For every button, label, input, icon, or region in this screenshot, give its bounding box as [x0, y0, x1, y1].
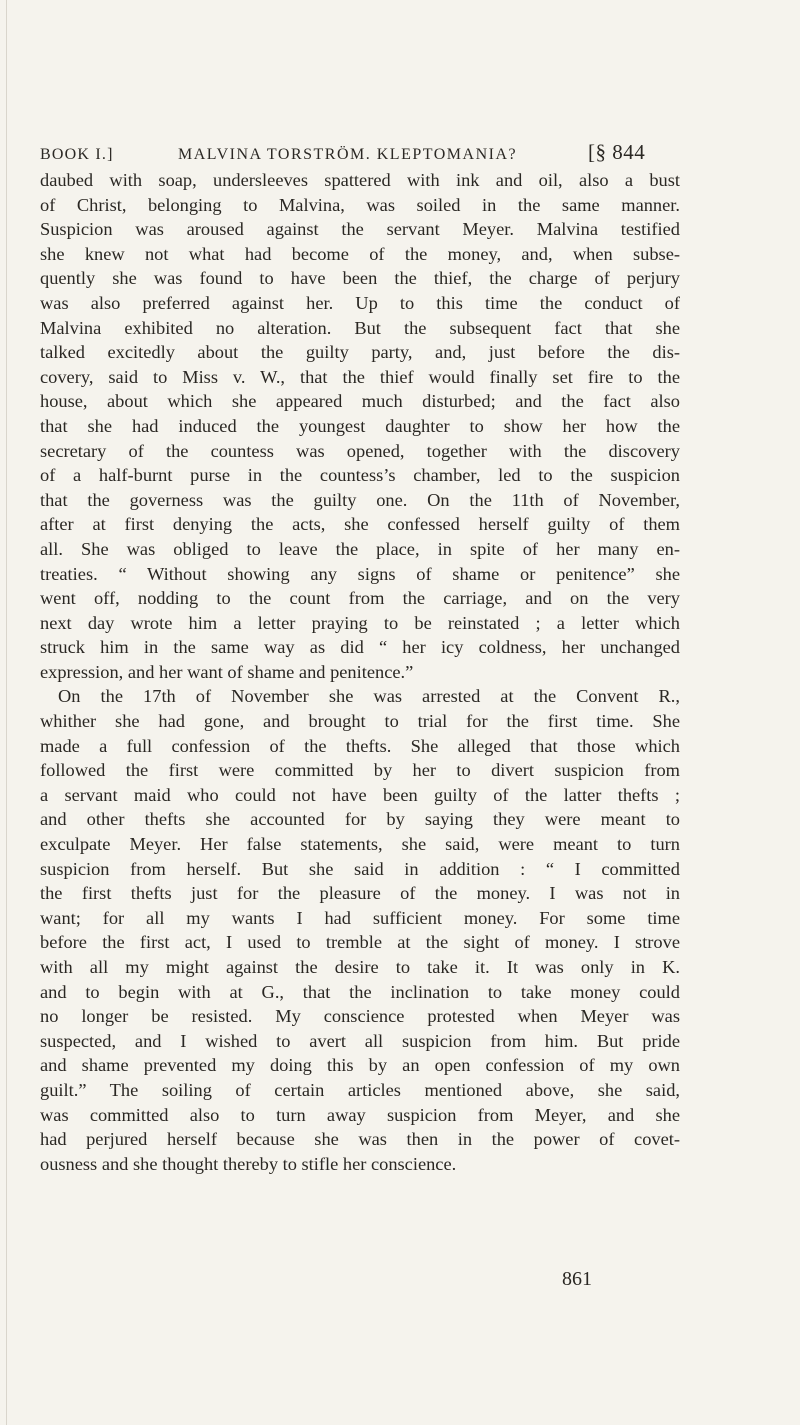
text-line: went off, nodding to the count from the carriage, and on the very: [40, 588, 680, 609]
text-line: guilt.” The soiling of certain articles mentioned above, she said,: [40, 1079, 680, 1100]
text-line: treaties. “ Without showing any signs of shame or penitence” she: [40, 563, 680, 584]
text-line: secretary of the countess was opened, together with the discovery: [40, 440, 680, 461]
text-line: the first thefts just for the pleasure of the money. I was not in: [40, 883, 680, 904]
running-head-book: BOOK I.]: [40, 146, 114, 163]
text-line: and other thefts she accounted for by saying they were meant to: [40, 809, 680, 830]
text-line: was also preferred against her. Up to this time the conduct of: [40, 292, 680, 313]
text-line: expression, and her want of shame and penitence.”: [40, 661, 414, 682]
running-head-section: [§ 844: [588, 140, 646, 164]
text-line: suspected, and I wished to avert all suspicion from him. But pride: [40, 1030, 680, 1051]
text-line: exculpate Meyer. Her false statements, she said, were meant to turn: [40, 834, 680, 855]
running-head: [40, 140, 680, 170]
text-line: On the 17th of November she was arrested at the Convent R.,: [58, 686, 680, 707]
text-line: want; for all my wants I had sufficient money. For some time: [40, 907, 680, 928]
text-line: of Christ, belonging to Malvina, was soiled in the same manner.: [40, 194, 680, 215]
text-line: she knew not what had become of the money, and, when subse-: [40, 243, 680, 264]
text-line: of a half-burnt purse in the countess’s chamber, led to the suspicion: [40, 465, 680, 486]
text-line: house, about which she appeared much disturbed; and the fact also: [40, 391, 680, 412]
running-head-title: MALVINA TORSTRÖM. KLEPTOMANIA?: [178, 146, 518, 163]
text-line: daubed with soap, undersleeves spattered with ink and oil, also a bust: [40, 170, 680, 190]
text-line: no longer be resisted. My conscience protested when Meyer was: [40, 1006, 680, 1027]
text-line: was committed also to turn away suspicion from Meyer, and she: [40, 1104, 680, 1125]
text-line: ousness and she thought thereby to stifle her conscience.: [40, 1153, 457, 1174]
text-line: Malvina exhibited no alteration. But the subsequent fact that she: [40, 317, 680, 338]
text-line: next day wrote him a letter praying to be reinstated ; a letter which: [40, 612, 680, 633]
text-line: suspicion from herself. But she said in addition : “ I committed: [40, 858, 680, 879]
text-line: quently she was found to have been the thief, the charge of perjury: [40, 268, 680, 289]
text-line: talked excitedly about the guilty party, and, just before the dis-: [40, 342, 680, 363]
text-line: covery, said to Miss v. W., that the thief would finally set fire to the: [40, 366, 680, 387]
text-line: that she had induced the youngest daughter to show her how the: [40, 415, 680, 436]
text-line: before the first act, I used to tremble at the sight of money. I strove: [40, 932, 680, 953]
text-line: that the governess was the guilty one. On the 11th of November,: [40, 489, 680, 510]
text-line: and shame prevented my doing this by an open confession of my own: [40, 1055, 680, 1076]
text-line: a servant maid who could not have been guilty of the latter thefts ;: [40, 784, 680, 805]
text-line: and to begin with at G., that the inclination to take money could: [40, 981, 680, 1002]
text-line: after at first denying the acts, she confessed herself guilty of them: [40, 514, 680, 535]
page-edge: [6, 0, 7, 1425]
text-line: with all my might against the desire to take it. It was only in K.: [40, 957, 680, 977]
text-line: made a full confession of the thefts. She alleged that those which: [40, 735, 680, 756]
text-line: whither she had gone, and brought to trial for the first time. She: [40, 711, 680, 732]
text-line: all. She was obliged to leave the place, in spite of her many en-: [40, 538, 680, 559]
text-line: followed the first were committed by her to divert suspicion from: [40, 760, 680, 781]
page-number: 861: [562, 1268, 592, 1290]
body-text: [40, 168, 680, 1176]
text-line: struck him in the same way as did “ her icy coldness, her unchanged: [40, 637, 680, 658]
text-line: had perjured herself because she was then in the power of covet-: [40, 1129, 680, 1150]
text-line: Suspicion was aroused against the servant Meyer. Malvina testified: [40, 219, 680, 240]
